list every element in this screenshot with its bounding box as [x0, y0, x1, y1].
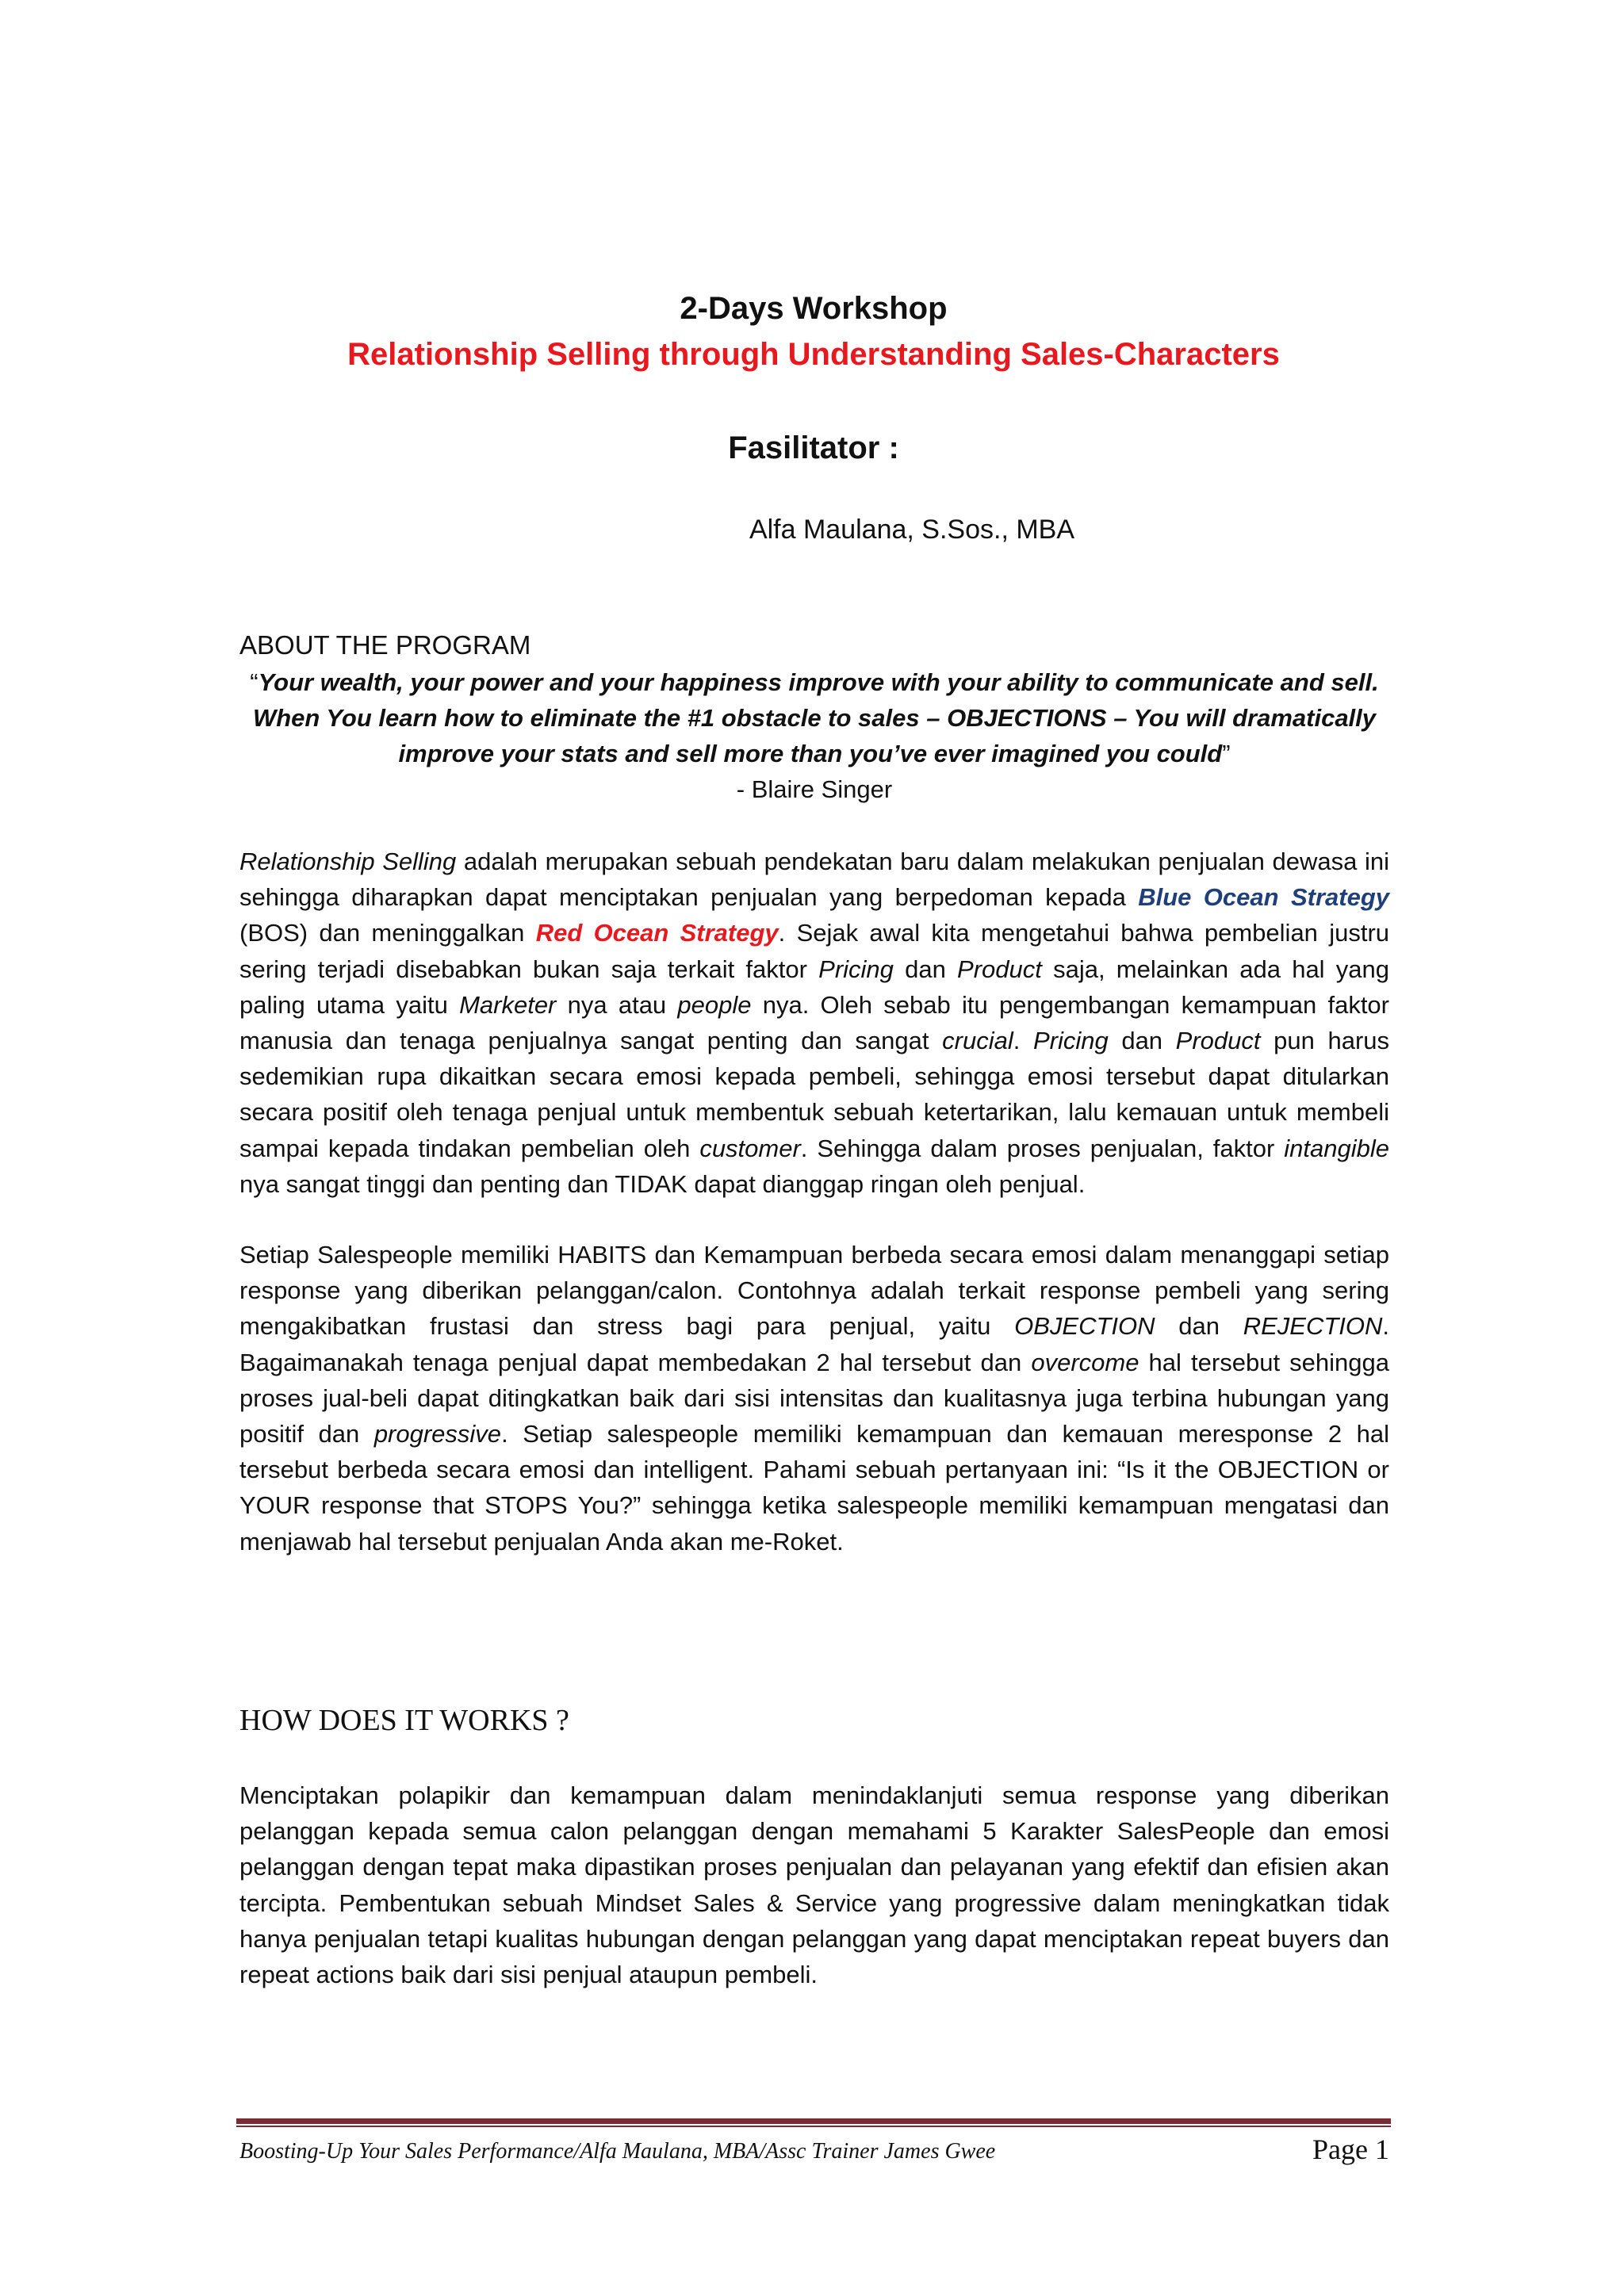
text-run: dan [1155, 1312, 1243, 1341]
text-run: . [1013, 1027, 1033, 1055]
about-heading: ABOUT THE PROGRAM [239, 630, 531, 660]
text-run: . Setiap salespeople memiliki kemampuan dan kemauan meresponse 2 hal tersebut berbeda secara emosi dan intelligent. Pahami sebuah pertanyaan ini: “Is it the OBJECTION or YOUR response that STOPS You?” sehingga ketika salespeople memiliki kemampuan mengatasi dan menjawab hal tersebut penjualan Anda akan me-Roket. [239, 1420, 1389, 1556]
term-progressive: progressive [373, 1420, 502, 1448]
term-people: people [677, 990, 752, 1019]
facilitator-label: Fasilitator : [728, 430, 899, 465]
text-run: nya. Oleh sebab itu pengembangan kemampuan faktor manusia dan tenaga penjualnya sangat penting dan sangat [239, 990, 1389, 1055]
text-run: hal tersebut sehingga proses jual-beli dapat ditingkatkan baik dari sisi intensitas dan kualitasnya juga terbina hubungan yang positif dan [239, 1348, 1389, 1448]
term-product: Product [957, 955, 1042, 983]
text-run: . Bagaimanakah tenaga penjual dapat membedakan 2 hal tersebut dan [239, 1312, 1390, 1376]
about-paragraph-1 [239, 844, 1389, 1202]
workshop-subtitle: Relationship Selling through Understanding Sales-Characters [347, 337, 1280, 372]
term-pricing: Pricing [1032, 1027, 1109, 1055]
term-relationship-selling: Relationship Selling [239, 848, 457, 875]
text-run: adalah merupakan sebuah pendekatan baru dalam melakukan penjualan dewasa ini sehingga diharapkan dapat menciptakan penjualan yang berpedoman kepada [239, 848, 1389, 912]
footer-caption: Boosting-Up Your Sales Performance/Alfa Maulana, MBA/Assc Trainer James Gwee [239, 2139, 996, 2164]
text-run: pun harus sedemikian rupa dikaitkan secara emosi kepada pembeli, sehingga emosi tersebut dapat ditularkan secara positif oleh tenaga penjual untuk membentuk sebuah ketertarikan, lalu kemauan untuk membeli sampai kepada tindakan pembelian oleh [239, 1027, 1390, 1162]
term-blue-ocean-strategy: Blue Ocean Strategy [1138, 883, 1390, 912]
term-crucial: crucial [942, 1027, 1013, 1055]
text-run: . Sehingga dalam proses penjualan, faktor [800, 1134, 1285, 1162]
term-red-ocean-strategy: Red Ocean Strategy [535, 919, 779, 947]
workshop-title: 2-Days Workshop [680, 291, 948, 326]
term-overcome: overcome [1031, 1348, 1139, 1376]
term-objection: OBJECTION [1014, 1312, 1155, 1341]
about-paragraph-2 [239, 1237, 1389, 1559]
footer-divider-thin [236, 2126, 1391, 2127]
quote-block [239, 664, 1389, 807]
how-paragraph: Menciptakan polapikir dan kemampuan dalam menindaklanjuti semua response yang diberikan pelanggan kepada semua calon pelanggan dengan memahami 5 Karakter SalesPeople dan emosi pelanggan dengan tepat maka dipastikan proses penjualan dan pelayanan yang efektif dan efisien akan tercipta. Pembentukan sebuah Mindset Sales & Service yang progressive dalam meningkatkan tidak hanya penjualan tetapi kualitas hubungan dengan pelanggan yang dapat menciptakan repeat buyers dan repeat actions baik dari sisi penjual ataupun pembeli. [239, 1781, 1389, 1989]
text-run: . Sejak awal kita mengetahui bahwa pembelian justru sering terjadi disebabkan bukan saja terkait faktor [239, 919, 1390, 983]
quote-text: Your wealth, your power and your happiness improve with your ability to communicate and sell. When You learn how to eliminate the #1 obstacle to sales – OBJECTIONS – You will dramatically improve your stats and sell more than you’ve ever imagined you could [252, 668, 1379, 767]
text-run: nya sangat tinggi dan penting dan TIDAK dapat dianggap ringan oleh penjual. [239, 1169, 1086, 1198]
how-heading: HOW DOES IT WORKS ? [239, 1704, 569, 1737]
term-pricing: Pricing [818, 955, 894, 983]
text-run: dan [893, 955, 958, 983]
quote-open-mark: “ [250, 668, 259, 696]
text-run: dan [1108, 1027, 1176, 1055]
term-intangible: intangible [1284, 1134, 1389, 1162]
text-run: nya atau [556, 990, 678, 1019]
facilitator-name: Alfa Maulana, S.Sos., MBA [749, 515, 1075, 545]
footer-divider-thick [236, 2118, 1391, 2124]
title-block [238, 285, 1389, 377]
page-number: Page 1 [1312, 2133, 1389, 2165]
term-product: Product [1175, 1027, 1261, 1055]
quote-author: - Blaire Singer [736, 775, 893, 803]
text-run: Setiap Salespeople memiliki HABITS dan Kemampuan berbeda secara emosi dalam menanggapi setiap response yang diberikan pelanggan/calon. Contohnya adalah terkait response pembeli yang sering mengakibatkan frustasi dan stress bagi para penjual, yaitu [239, 1241, 1389, 1341]
term-customer: customer [699, 1134, 801, 1162]
text-run: (BOS) dan meninggalkan [239, 919, 536, 947]
term-rejection: REJECTION [1243, 1312, 1383, 1341]
text-run: saja, melainkan ada hal yang paling utama yaitu [239, 955, 1389, 1019]
footer-divider [236, 2118, 1391, 2128]
quote-close-mark: ” [1222, 740, 1231, 767]
term-marketer: Marketer [459, 990, 557, 1019]
